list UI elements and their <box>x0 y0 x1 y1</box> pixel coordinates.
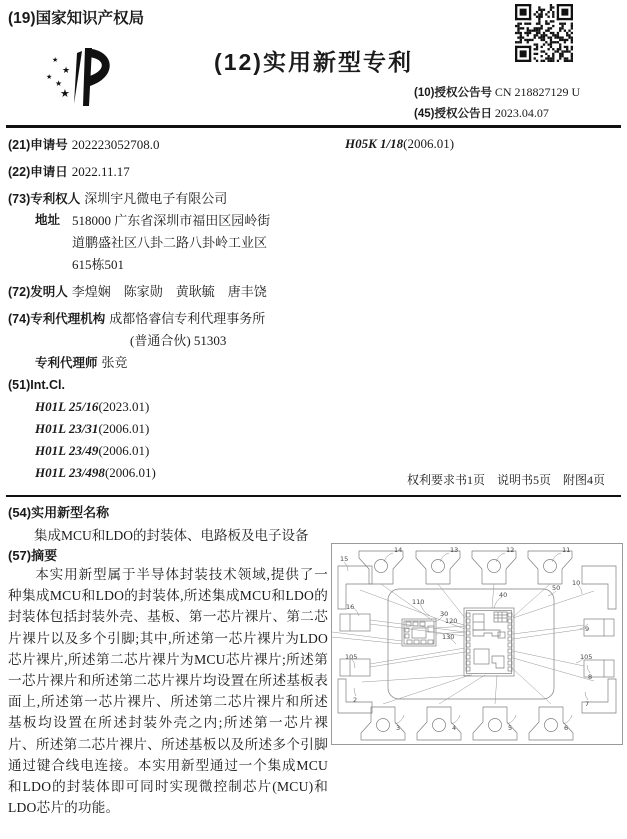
invention-title: 集成MCU和LDO的封装体、电路板及电子设备 <box>34 528 309 543</box>
address-line: 518000 广东省深圳市福田区园岭街 <box>72 213 271 228</box>
address-line: 道鹏盛社区八卦二路八卦岭工业区 <box>72 235 268 250</box>
figure-ref-label: 3 <box>396 724 401 732</box>
svg-text:★: ★ <box>62 65 71 75</box>
abstract-label: (57)摘要 <box>8 548 58 563</box>
agency-label: (74)专利代理机构 <box>8 312 106 326</box>
address-line: 615栋501 <box>72 257 125 272</box>
pub-no-value: CN 218827129 U <box>494 85 581 99</box>
pages-info: 权利要求书1页 说明书5页 附图4页 <box>406 473 605 487</box>
patentee-label: (73)专利权人 <box>8 192 81 206</box>
attorney-field <box>35 352 128 372</box>
agency-line2: (普通合伙) 51303 <box>130 333 227 348</box>
application-date-field <box>8 162 130 181</box>
ipc-code: H05K 1/18 <box>345 136 404 151</box>
figure-ref-label: 12 <box>506 546 515 554</box>
patent-figure <box>331 543 623 745</box>
figure-drawing <box>332 544 622 744</box>
figure-ref-label: 9 <box>585 625 590 633</box>
corner-lead-15 <box>338 566 372 609</box>
app-no-label: (21)申请号 <box>8 138 68 152</box>
intcl-field <box>8 376 65 394</box>
app-date-label: (22)申请日 <box>8 165 68 179</box>
intcl-label: (51)Int.Cl. <box>8 378 65 392</box>
intcl-year: (2023.01) <box>98 399 150 414</box>
bottom-pads <box>361 707 573 740</box>
intcl-code: H01L 23/31 <box>35 421 99 436</box>
agency-value: 成都恪睿信专利代理事务所 <box>109 311 266 326</box>
figure-ref-label: 105 <box>580 653 593 661</box>
abstract-section-label <box>8 545 57 565</box>
intcl-code: H01L 25/16 <box>35 399 99 414</box>
figure-ref-label: 105 <box>345 653 358 661</box>
figure-ref-label: 50 <box>552 584 561 592</box>
figure-ref-label: 7 <box>585 700 590 708</box>
figure-ref-label: 2 <box>353 696 358 704</box>
app-date-value: 2022.11.17 <box>71 164 130 179</box>
application-number-field <box>8 135 159 154</box>
svg-text:★: ★ <box>55 79 63 88</box>
figure-ref-label: 30 <box>440 610 449 618</box>
figure-ref-label: 5 <box>508 724 513 732</box>
corner-lead-10 <box>582 566 616 609</box>
intcl-item <box>35 442 149 460</box>
title-section-label <box>8 502 109 522</box>
qr-code <box>515 4 573 62</box>
intcl-item <box>35 420 149 438</box>
address-value <box>72 210 270 276</box>
pub-date-value: 2023.04.07 <box>494 106 549 120</box>
intcl-year: (2006.01) <box>98 421 150 436</box>
figure-ref-label: 4 <box>452 724 457 732</box>
inventors-value: 李煌娴 陈家勋 黄耿毓 唐丰饶 <box>71 284 267 299</box>
top-pads <box>359 551 572 584</box>
patentee-field <box>8 188 227 208</box>
address-field <box>35 210 60 229</box>
intcl-code: H01L 23/498 <box>35 465 105 480</box>
title-label: (54)实用新型名称 <box>8 505 110 520</box>
agency-field <box>8 308 265 328</box>
doc-type-title: (12)实用新型专利 <box>214 49 413 75</box>
svg-text:★: ★ <box>60 88 70 100</box>
intcl-year: (2006.01) <box>104 465 156 480</box>
bond-wires <box>332 584 594 704</box>
app-no-value: 202223052708.0 <box>71 137 160 152</box>
figure-ref-label: 14 <box>394 546 403 554</box>
ipc-main-field <box>345 135 454 153</box>
publication-date-line <box>414 105 549 121</box>
abstract-text: 本实用新型属于半导体封装技术领域,提供了一种集成MCU和LDO的封装体,所述集成MCU和LDO的封装体包括封装外壳、基板、第一芯片裸片、第二芯片裸片以及多个引脚;其中,所述第一芯片裸片为LDO芯片裸片,所述第二芯片裸片为MCU芯片裸片;所述第一芯片裸片和所述第二芯片裸片均设置在所述基板表面上,所述第一芯片裸片、所述第二芯片裸片和所述基板均设置在所述封装外壳之内;所述第一芯片裸片、所述第二芯片裸片、所述基板以及所述多个引脚通过键合线电连接。本实用新型通过一个集成MCU和LDO的封装体即可同时实现微控制芯片(MCU)和LDO芯片的功能。 <box>8 567 328 816</box>
figure-ref-label: 11 <box>562 546 571 554</box>
figure-ref-label: 15 <box>340 555 349 563</box>
svg-text:★: ★ <box>52 56 59 64</box>
big-die <box>464 608 514 676</box>
figure-ref-label: 120 <box>445 617 458 625</box>
attorney-value: 张竞 <box>101 355 128 370</box>
svg-text:★: ★ <box>46 73 53 81</box>
address-label: 地址 <box>35 213 61 227</box>
figure-ref-label: 16 <box>346 603 355 611</box>
figure-ref-label: 110 <box>412 598 425 606</box>
attorney-label: 专利代理师 <box>35 356 98 370</box>
figure-ref-label: 130 <box>442 633 455 641</box>
small-die <box>402 619 436 646</box>
header-divider <box>6 125 621 128</box>
figure-ref-label: 10 <box>572 579 581 587</box>
ipc-year: (2006.01) <box>403 136 455 151</box>
intcl-code: H01L 23/49 <box>35 443 99 458</box>
inventors-label: (72)发明人 <box>8 285 68 299</box>
figure-ref-label: 6 <box>564 724 569 732</box>
intcl-year: (2006.01) <box>98 443 150 458</box>
intcl-item <box>35 464 156 482</box>
patentee-value: 深圳宇凡微电子有限公司 <box>84 191 228 206</box>
publication-number-line <box>414 84 580 100</box>
inventors-field <box>8 281 267 301</box>
figure-ref-label: 8 <box>588 673 593 681</box>
section-divider <box>6 495 621 497</box>
intcl-item <box>35 398 149 416</box>
pub-no-label: (10)授权公告号 <box>414 87 492 99</box>
pub-date-label: (45)授权公告日 <box>414 108 492 120</box>
figure-ref-label: 13 <box>450 546 459 554</box>
figure-ref-label: 40 <box>499 591 508 599</box>
patent-office: (19)国家知识产权局 <box>8 10 145 27</box>
